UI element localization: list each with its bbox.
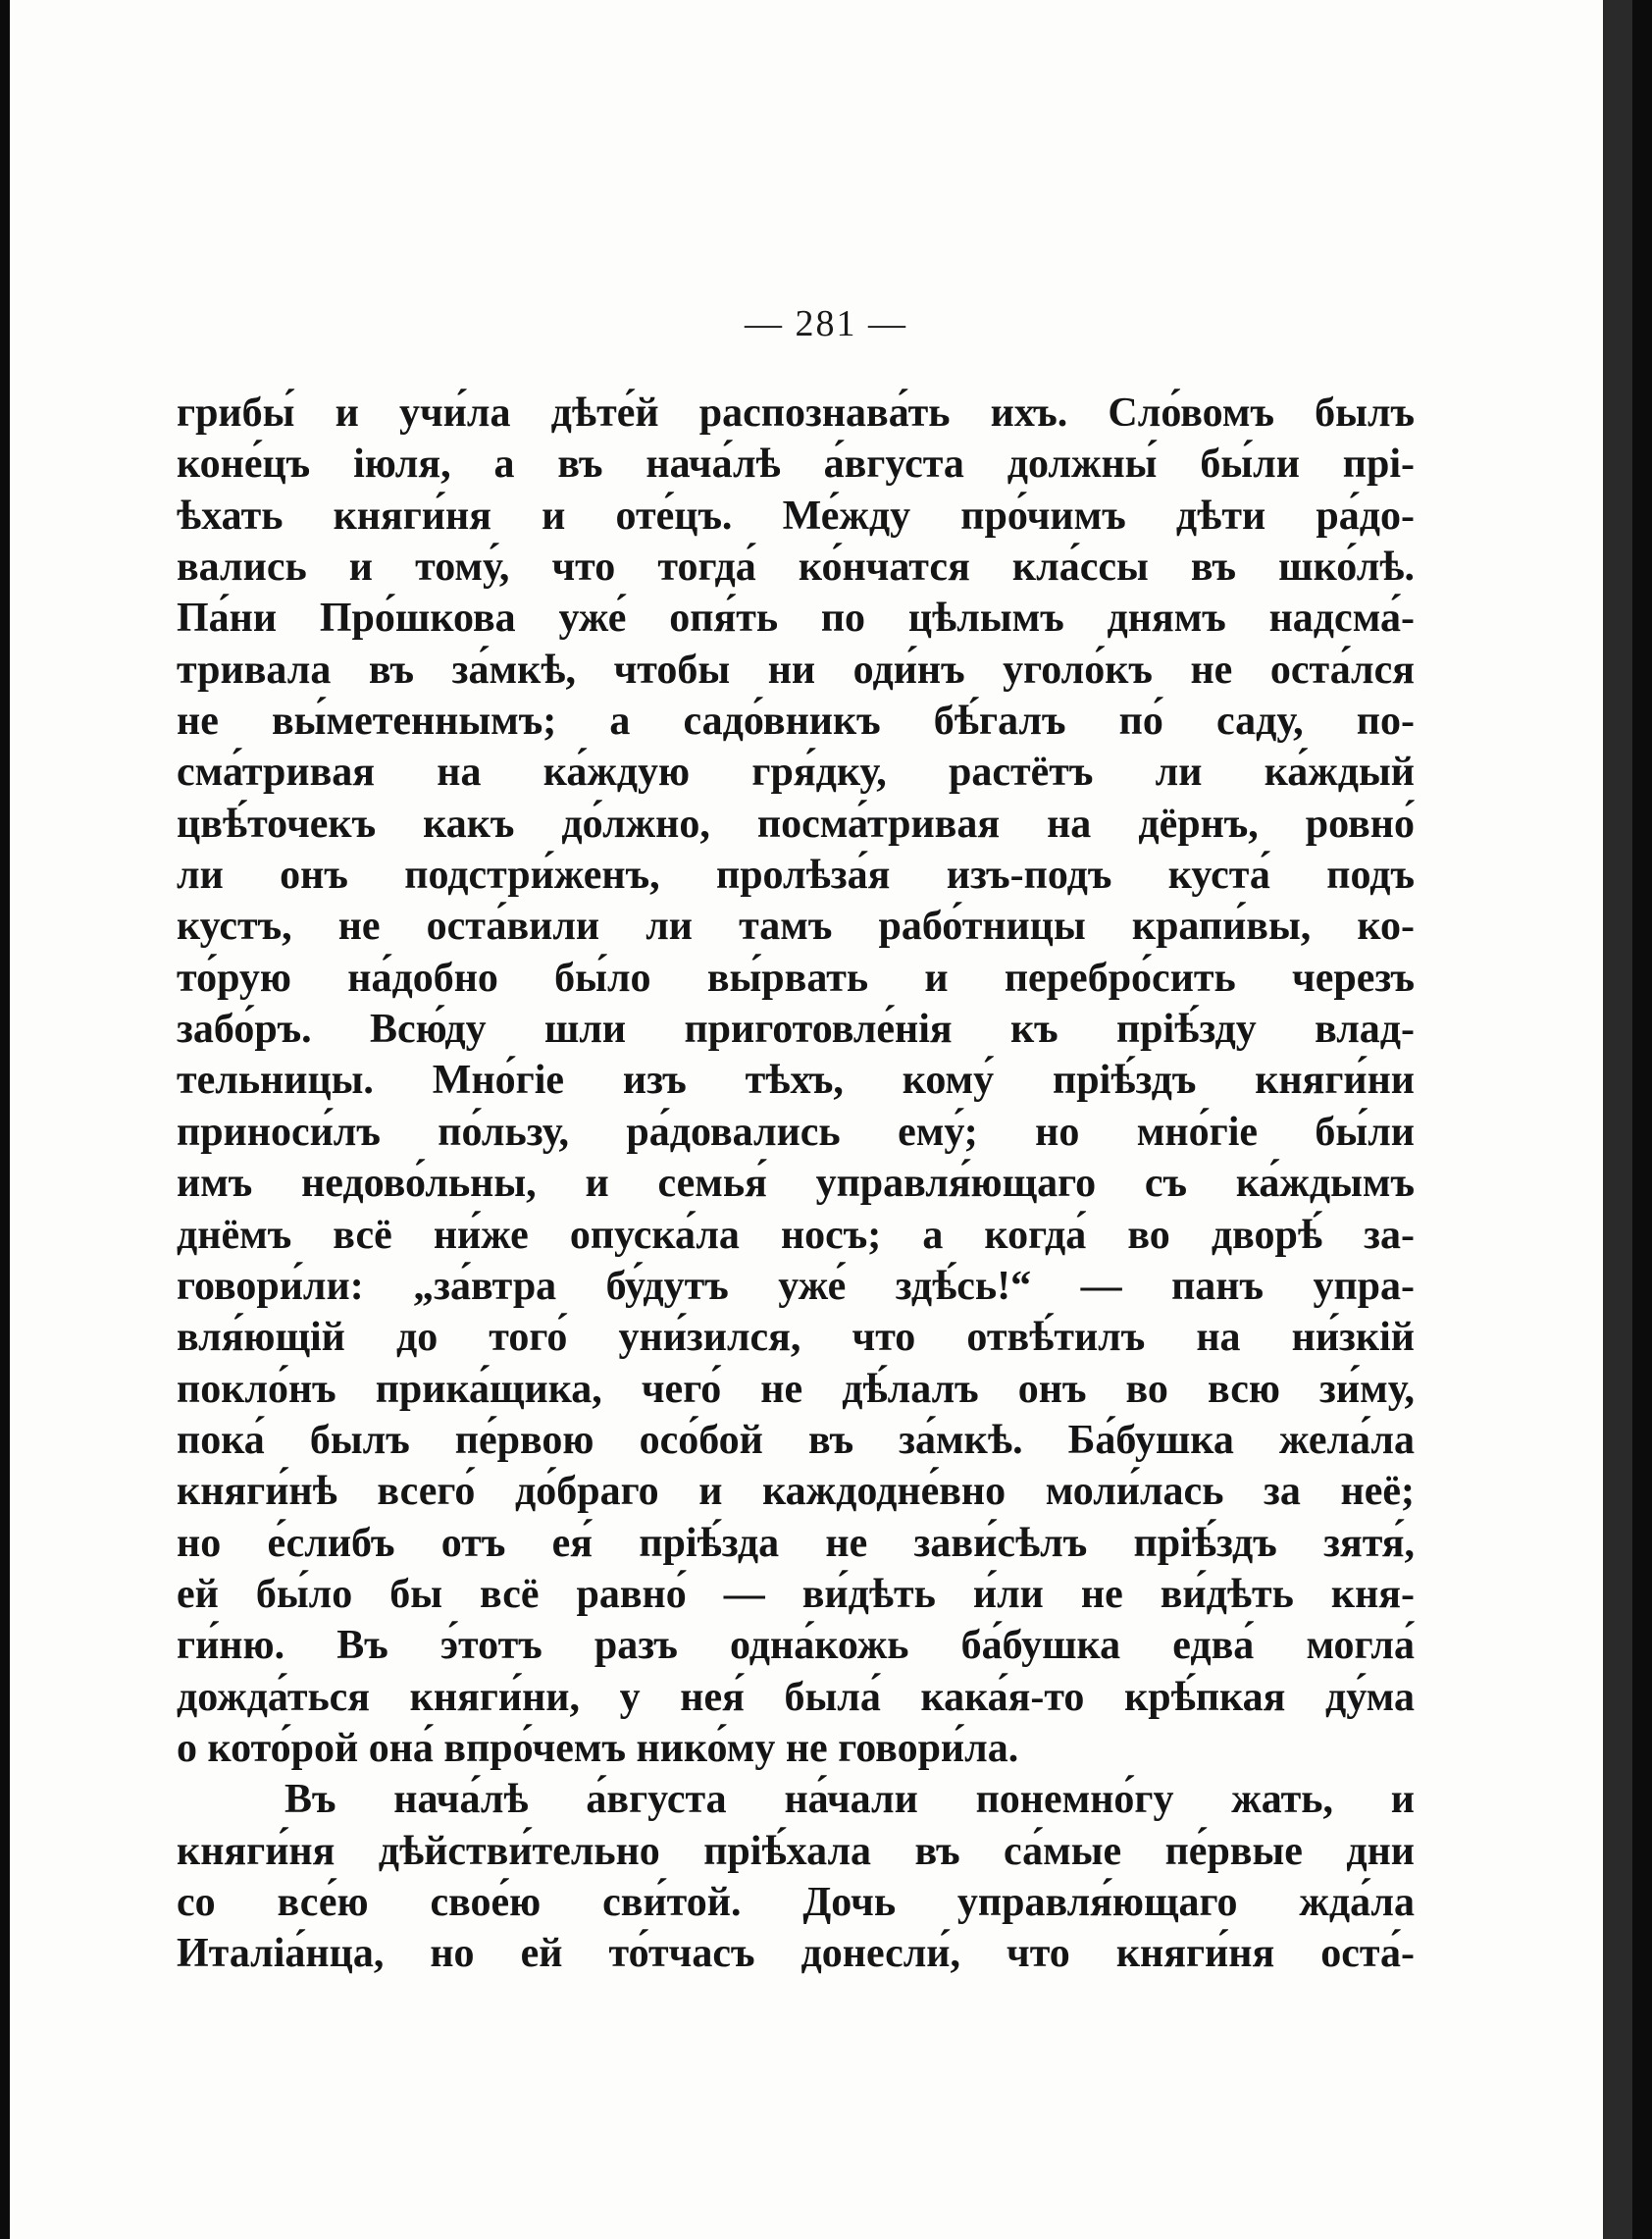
text-line: не вы́метеннымъ; а садо́вникъ бѣ́галъ по́ саду, по- — [177, 699, 1415, 745]
text-line: сма́тривая на ка́ждую гря́дку, растётъ ли ка́ждый — [177, 750, 1415, 796]
text-line: коне́цъ іюля, а въ нача́лѣ а́вгуста должны́ бы́ли прі- — [177, 442, 1415, 488]
text-line: грибы́ и учи́ла дѣте́й распознава́ть ихъ. Сло́вомъ былъ — [177, 391, 1415, 436]
text-line: забо́ръ. Всю́ду шли приготовле́нія къ пріѣ́зду влад- — [177, 1007, 1415, 1053]
text-line: о кото́рой она́ впро́чемъ нико́му не говори́ла. — [177, 1725, 1019, 1771]
text-line: днёмъ всё ни́же опуска́ла носъ; а когда́ во дворѣ́ за- — [177, 1212, 1415, 1258]
text-line: но е́слибъ отъ ея́ пріѣ́зда не зави́сѣлъ пріѣ́здъ зятя́, — [177, 1520, 1415, 1566]
text-line: Италіа́нца, но ей то́тчасъ донесли́, что княги́ня оста́- — [177, 1931, 1415, 1977]
text-line: княги́ня дѣйстви́тельно пріѣ́хала въ са́мые пе́рвые дни — [177, 1828, 1415, 1874]
page-number: — 281 — — [745, 303, 907, 344]
text-line: вались и тому́, что тогда́ ко́нчатся кла́ссы въ шко́лѣ. — [177, 545, 1415, 591]
text-line: княги́нѣ всего́ до́браго и каждодне́вно моли́лась за неё; — [177, 1469, 1415, 1515]
body-text — [177, 388, 1415, 1980]
text-line: дожда́ться княги́ни, у нея́ была́ кака́я-то крѣ́пкая ду́ма — [177, 1674, 1415, 1720]
text-line: пока́ былъ пе́рвою осо́бой въ за́мкѣ. Ба́бушка жела́ла — [177, 1417, 1415, 1463]
text-line: цвѣ́точекъ какъ до́лжно, посма́тривая на дёрнъ, ровно́ — [177, 801, 1415, 847]
text-line: тривала въ за́мкѣ, чтобы ни оди́нъ уголо́къ не оста́лся — [177, 647, 1415, 693]
text-line: Па́ни Про́шкова уже́ опя́ть по цѣлымъ днямъ надсма́- — [177, 596, 1415, 642]
text-line: имъ недово́льны, и семья́ управля́ющаго съ ка́ждымъ — [177, 1161, 1415, 1207]
text-line: кустъ, не оста́вили ли тамъ рабо́тницы крапи́вы, ко- — [177, 904, 1415, 950]
text-line: покло́нъ прика́щика, чего́ не дѣ́лалъ онъ во всю зи́му, — [177, 1366, 1415, 1412]
text-line: приноси́лъ по́льзу, ра́довались ему́; но мно́гіе бы́ли — [177, 1109, 1415, 1155]
text-line: ей бы́ло бы всё равно́ — ви́дѣть и́ли не ви́дѣть кня- — [177, 1571, 1415, 1617]
text-line: со все́ю свое́ю сви́той. Дочь управля́ющаго жда́ла — [177, 1879, 1415, 1925]
text-line: вля́ющій до того́ уни́зился, что отвѣ́тилъ на ни́зкій — [177, 1315, 1415, 1361]
text-line: тельницы. Мно́гіе изъ тѣхъ, кому́ пріѣ́здъ княги́ни — [177, 1058, 1415, 1104]
text-line: то́рую на́добно бы́ло вы́рвать и перебро́сить черезъ — [177, 955, 1415, 1001]
text-line: ли онъ подстри́женъ, пролѣза́я изъ-подъ куста́ подъ — [177, 853, 1415, 899]
text-line: Въ нача́лѣ а́вгуста на́чали понемно́гу жать, и — [284, 1777, 1415, 1823]
text-line: ги́ню. Въ э́тотъ разъ одна́кожь ба́бушка едва́ могла́ — [177, 1623, 1415, 1669]
text-line: ѣхать княги́ня и оте́цъ. Ме́жду про́чимъ дѣти ра́до- — [177, 493, 1415, 539]
text-line: говори́ли: „за́втра бу́дутъ уже́ здѣ́сь!“ — панъ упра- — [177, 1263, 1415, 1309]
